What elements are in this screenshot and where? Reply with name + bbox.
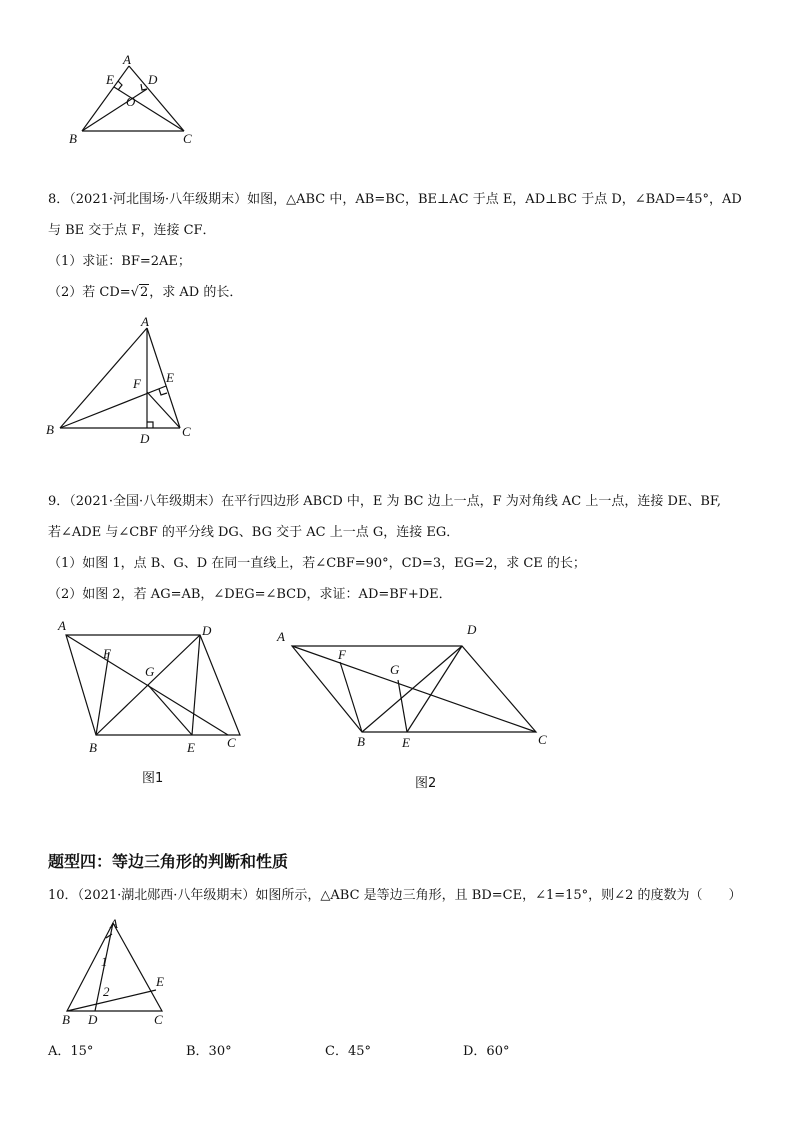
q8-line1: 8．（2021·河北围场·八年级期末）如图，△ABC 中，AB=BC，BE⊥AC 于点 E，AD⊥BC 于点 D，∠BAD=45°，AD xyxy=(48,192,742,207)
q8-figure-lines xyxy=(60,328,180,428)
q10-line1: 10．（2021·湖北郧西·八年级期末）如图所示，△ABC 是等边三角形，且 BD=CE，∠1=15°，则∠2 的度数为（ ） xyxy=(48,888,742,903)
sqrt-sign: √ xyxy=(130,285,139,300)
q10-label-c: C xyxy=(154,1012,163,1027)
fig2-label-e: E xyxy=(402,735,410,750)
q10-label-e: E xyxy=(156,974,164,989)
label-a: A xyxy=(123,52,131,67)
fig2-label-a: A xyxy=(277,629,285,644)
q9-part1: （1）如图 1，点 B、G、D 在同一直线上，若∠CBF=90°，CD=3，EG=2，求 CE 的长； xyxy=(48,556,586,571)
figure-top-triangle xyxy=(0,0,794,160)
q8-line2: 与 BE 交于点 F，连接 CF． xyxy=(48,223,216,238)
label-b: B xyxy=(69,131,77,146)
fig1-label-a: A xyxy=(58,618,66,633)
q9-fig2-lines xyxy=(292,646,536,732)
sqrt-radicand: 2 xyxy=(139,285,149,300)
label-e: E xyxy=(106,72,114,87)
figure-q10 xyxy=(0,910,200,1030)
fig1-label-c: C xyxy=(227,735,236,750)
q10-label-2: 2 xyxy=(103,984,110,999)
q9-line2: 若∠ADE 与∠CBF 的平分线 DG、BG 交于 AC 上一点 G，连接 EG． xyxy=(48,525,460,540)
label-o: O xyxy=(126,94,136,109)
figure-q9-2 xyxy=(260,610,580,795)
q8-label-b: B xyxy=(46,422,54,437)
q10-option-b[interactable]: B．30° xyxy=(186,1044,232,1059)
q8-label-c: C xyxy=(182,424,191,439)
q9-fig1-lines xyxy=(66,635,240,735)
fig1-caption: 图1 xyxy=(142,771,164,786)
fig1-label-f: F xyxy=(103,646,111,661)
figure-q8 xyxy=(0,300,794,450)
q9-part2: （2）如图 2，若 AG=AB，∠DEG=∠BCD，求证：AD=BF+DE． xyxy=(48,587,452,602)
fig2-label-c: C xyxy=(538,732,547,747)
fig1-label-g: G xyxy=(145,664,155,679)
fig1-label-d: D xyxy=(202,623,212,638)
fig2-label-b: B xyxy=(357,734,365,749)
section4-title: 题型四：等边三角形的判断和性质 xyxy=(48,852,289,871)
q8-part1: （1）求证：BF=2AE； xyxy=(48,254,191,269)
q10-option-c[interactable]: C．45° xyxy=(325,1044,371,1059)
fig2-label-g: G xyxy=(390,662,400,677)
q10-label-1: 1 xyxy=(101,954,108,969)
q10-option-a[interactable]: A．15° xyxy=(48,1044,94,1059)
q8-label-a: A xyxy=(141,314,149,329)
q10-label-b: B xyxy=(62,1012,70,1027)
fig2-label-f: F xyxy=(338,647,346,662)
q8-label-e: E xyxy=(166,370,174,385)
q10-label-d: D xyxy=(88,1012,98,1027)
q8-part2-post: ，求 AD 的长． xyxy=(149,285,243,300)
q8-part2-pre: （2）若 CD= xyxy=(48,285,131,300)
q9-line1: 9．（2021·全国·八年级期末）在平行四边形 ABCD 中，E 为 BC 边上一点，F 为对角线 AC 上一点，连接 DE、BF, xyxy=(48,494,722,509)
fig2-label-d: D xyxy=(467,622,477,637)
q10-figure-lines xyxy=(67,923,162,1011)
fig1-label-e: E xyxy=(187,740,195,755)
label-c: C xyxy=(183,131,192,146)
q10-label-a: A xyxy=(110,916,118,931)
figure-q9-1 xyxy=(0,610,260,790)
q10-option-d[interactable]: D．60° xyxy=(463,1044,510,1059)
fig1-label-b: B xyxy=(89,740,97,755)
q8-label-d: D xyxy=(140,431,150,446)
fig2-caption: 图2 xyxy=(415,776,437,791)
q8-label-f: F xyxy=(133,376,141,391)
label-d: D xyxy=(148,72,158,87)
